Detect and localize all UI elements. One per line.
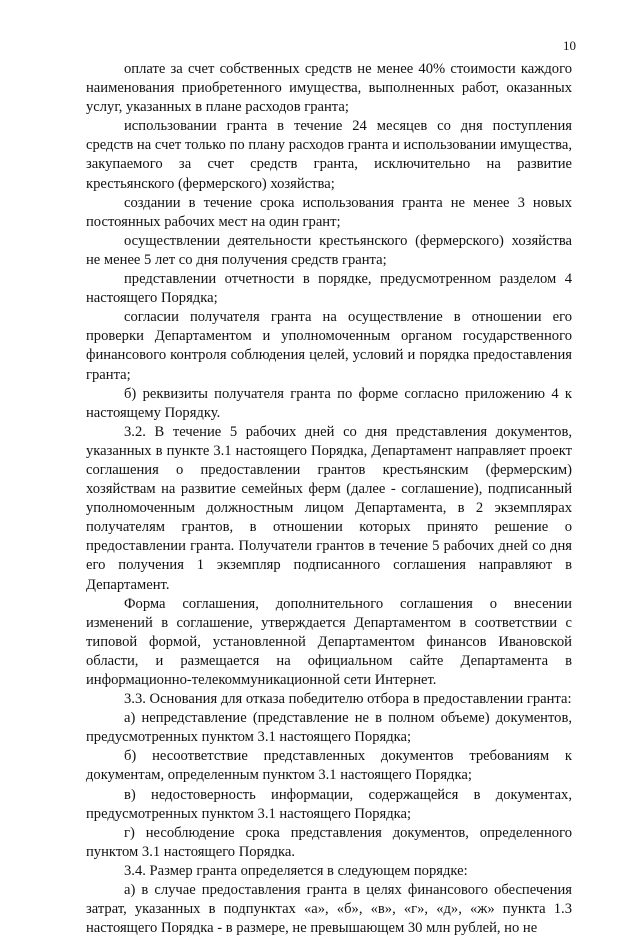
paragraph-13: в) недостоверность информации, содержащейся в документах, предусмотренных пунктом 3.1 настоящего Порядка; bbox=[86, 786, 572, 822]
paragraph-9: Форма соглашения, дополнительного соглашения о внесении изменений в соглашение, утверждается Департаментом в соответствии с типовой формой, установленной Департаментом финансов Ивановской области, и размещается на официальном сайте Департамента в информационно-телекоммуникационной сети Интернет. bbox=[86, 595, 572, 688]
paragraph-12: б) несоответствие представленных документов требованиям к документам, определенным пунктом 3.1 настоящего Порядка; bbox=[86, 748, 572, 784]
paragraph-5: представлении отчетности в порядке, предусмотренном разделом 4 настоящего Порядка; bbox=[86, 271, 572, 307]
paragraph-3: создании в течение срока использования гранта не менее 3 новых постоянных рабочих мест на один грант; bbox=[86, 194, 572, 230]
paragraph-16: а) в случае предоставления гранта в целях финансового обеспечения затрат, указанных в подпунктах «а», «б», «в», «г», «д», «ж» пункта 1.3 настоящего Порядка - в размере, не превышающем 30 млн рублей, но не bbox=[86, 882, 572, 937]
paragraph-14: г) несоблюдение срока представления документов, определенного пунктом 3.1 настоящего Порядка. bbox=[86, 824, 572, 860]
paragraph-7: б) реквизиты получателя гранта по форме согласно приложению 4 к настоящему Порядку. bbox=[86, 385, 572, 421]
paragraph-4: осуществлении деятельности крестьянского (фермерского) хозяйства не менее 5 лет со дня получения средств гранта; bbox=[86, 232, 572, 268]
paragraph-1: оплате за счет собственных средств не менее 40% стоимости каждого наименования приобретенного имущества, выполненных работ, оказанных услуг, указанных в плане расходов гранта; bbox=[86, 61, 572, 116]
paragraph-15: 3.4. Размер гранта определяется в следующем порядке: bbox=[124, 862, 468, 879]
paragraph-2: использовании гранта в течение 24 месяцев со дня поступления средств на счет только по плану расходов гранта и использовании имущества, закупаемого за счет средств гранта, исключительно на развитие крестьянского (фермерского) хозяйства; bbox=[86, 118, 572, 192]
page-number: 10 bbox=[563, 38, 576, 53]
paragraph-10: 3.3. Основания для отказа победителю отбора в предоставлении гранта: bbox=[124, 691, 572, 708]
paragraph-6: согласии получателя гранта на осуществление в отношении его проверки Департаментом и уполномоченным органом государственного финансового контроля соблюдения целей, условий и порядка предоставления гранта; bbox=[86, 309, 572, 383]
paragraph-11: а) непредставление (представление не в полном объеме) документов, предусмотренных пунктом 3.1 настоящего Порядка; bbox=[86, 710, 572, 746]
paragraph-8: 3.2. В течение 5 рабочих дней со дня представления документов, указанных в пункте 3.1 настоящего Порядка, Департамент направляет проект соглашения о предоставлении грантов крестьянским (фермерским) хозяйствам на развитие семейных ферм (далее - соглашение), подписанный уполномоченным должностным лицом Департамента, в 2 экземплярах получателям грантов, в отношении которых принято решение о предоставлении гранта. Получатели грантов в течение 5 рабочих дней со дня его получения 1 экземпляр подписанного соглашения направляют в Департамент. bbox=[86, 423, 572, 593]
body-text bbox=[86, 60, 572, 938]
